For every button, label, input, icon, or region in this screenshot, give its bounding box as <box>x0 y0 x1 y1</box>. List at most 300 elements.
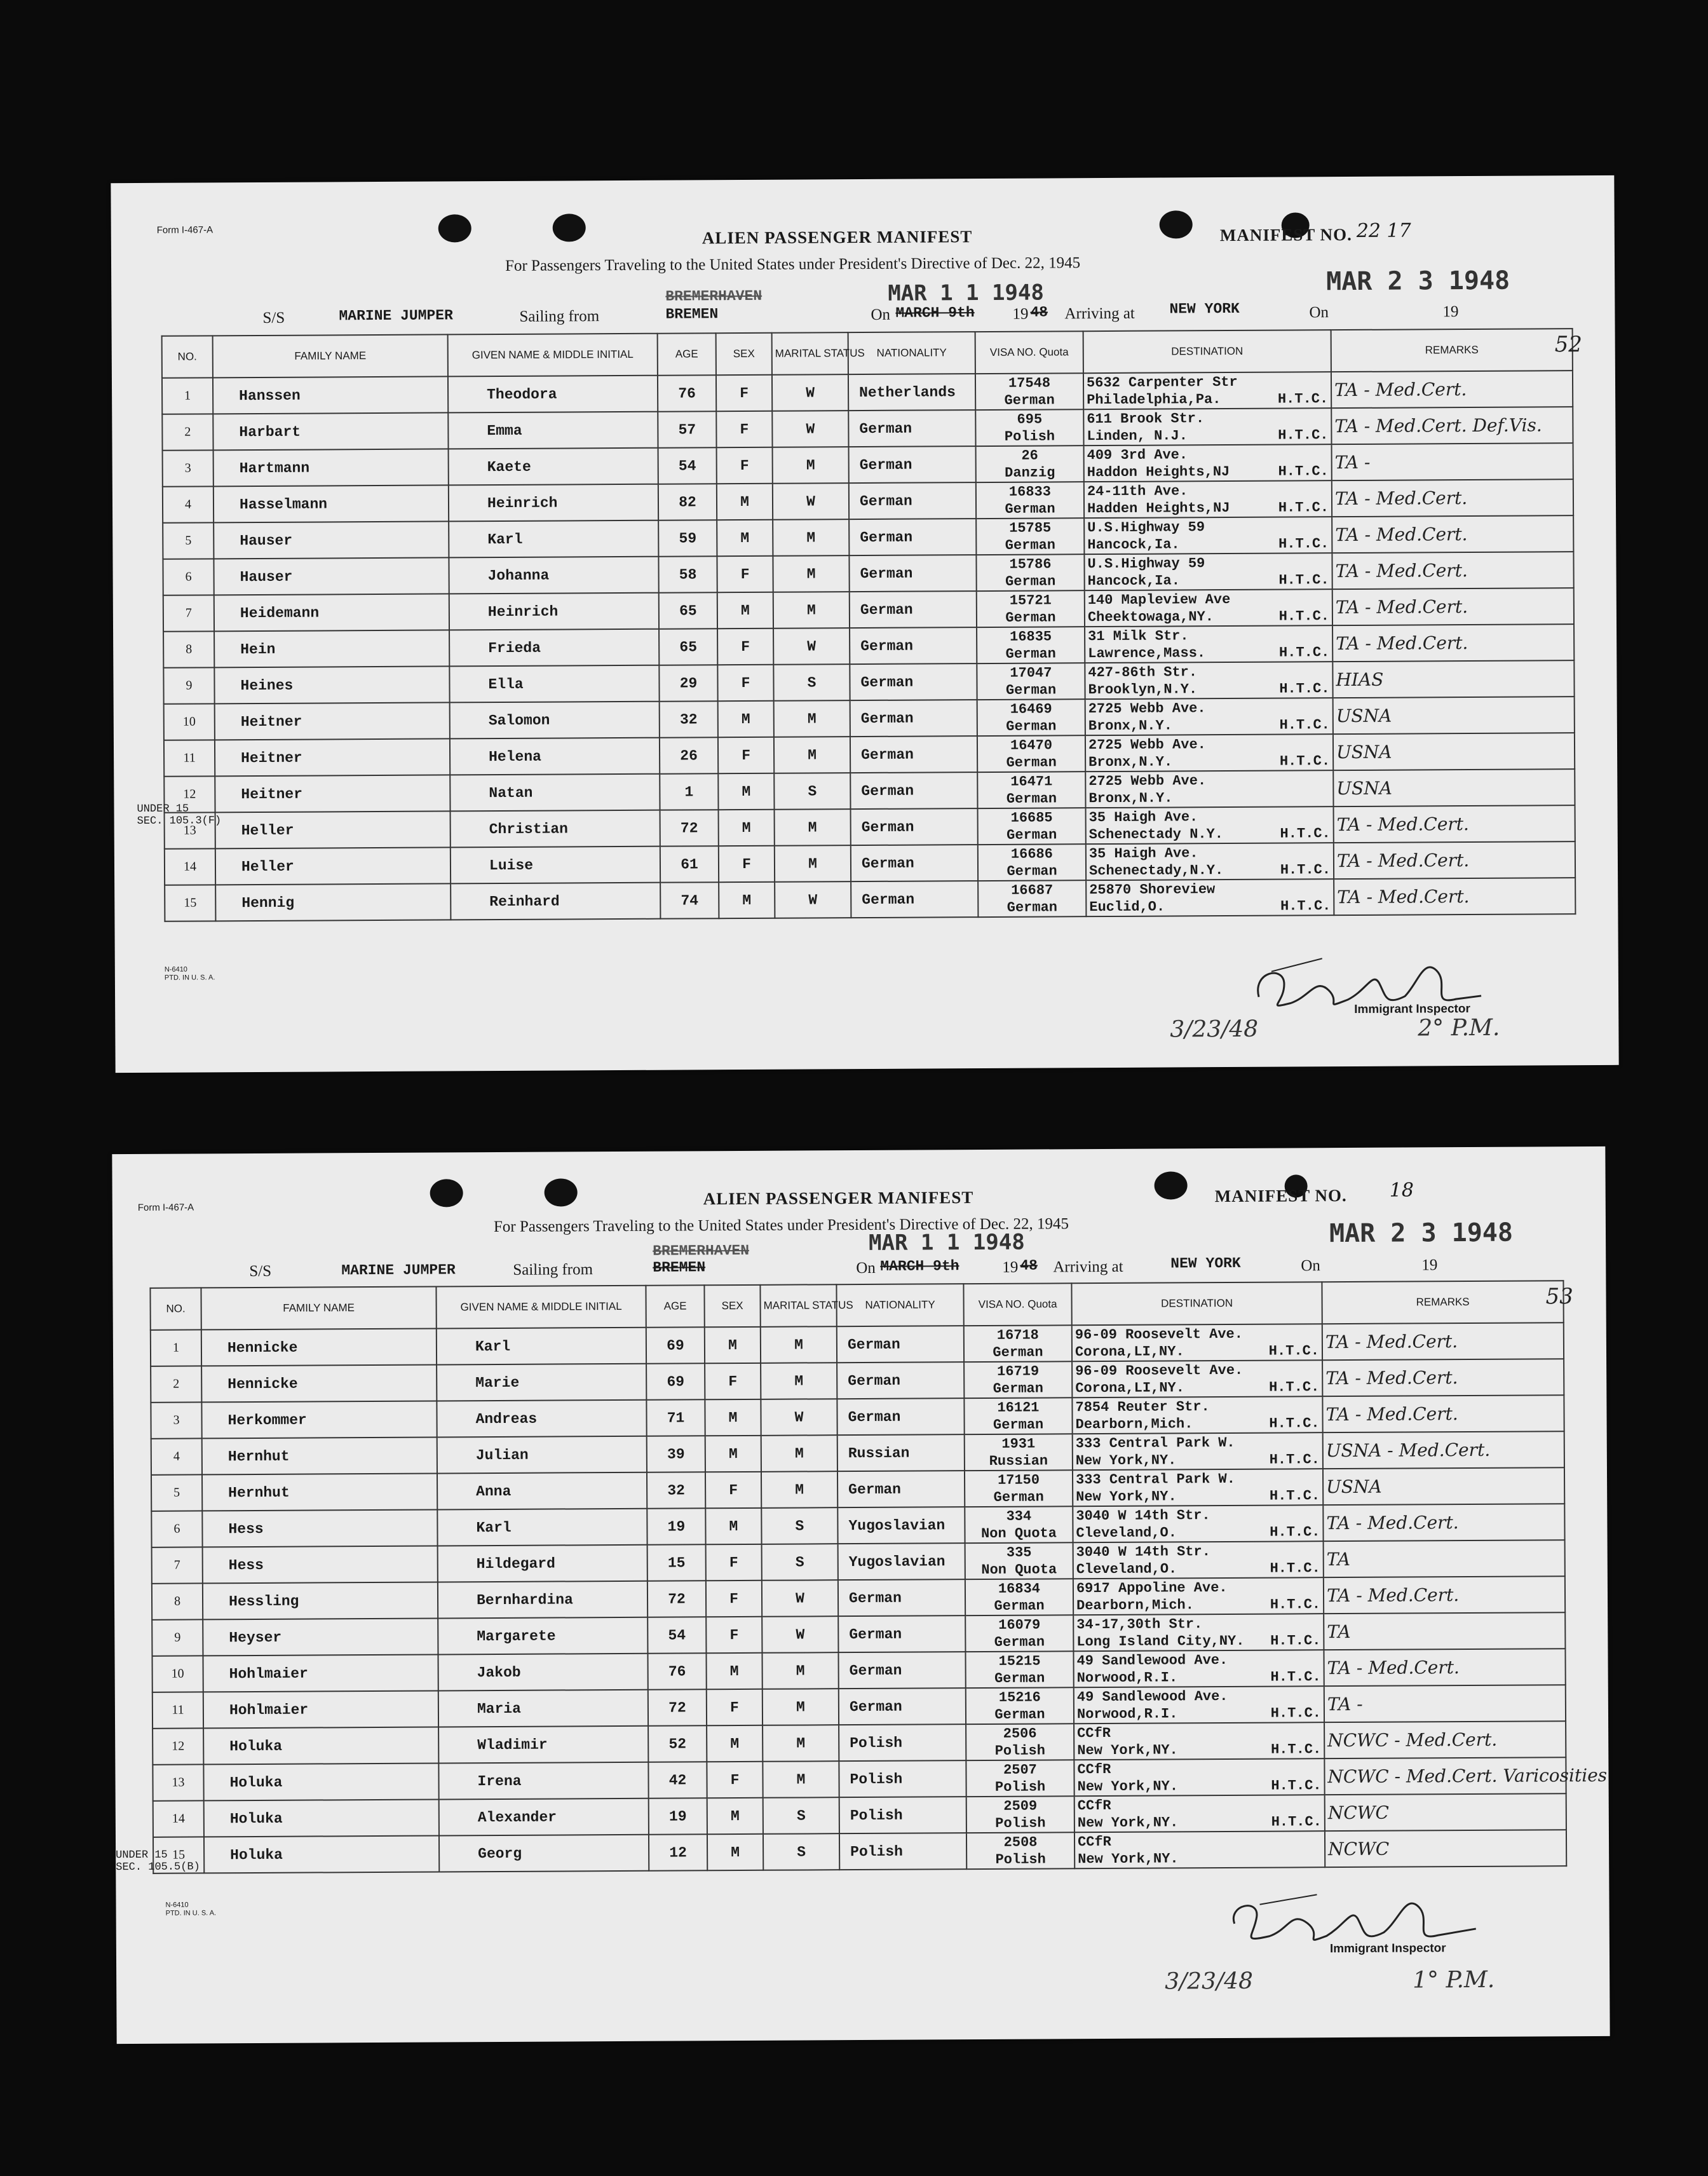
year-prefix: 19 <box>1012 305 1029 323</box>
htc-code: H.T.C. <box>1279 752 1331 770</box>
destination-cell <box>1085 734 1333 772</box>
header-marital-status: MARITAL STATUS <box>772 332 848 375</box>
visa-number: 15215 <box>998 1653 1041 1669</box>
visa-number: 16718 <box>996 1327 1039 1343</box>
destination-cell <box>1085 770 1333 808</box>
row-number: 1 <box>162 377 213 414</box>
age-cell: 65 <box>659 629 717 665</box>
destination-street: U.S.Highway 59 <box>1087 555 1205 572</box>
header-visa-no: VISA NO. Quota <box>963 1283 1071 1326</box>
nationality-cell: Russian <box>837 1434 965 1471</box>
destination-street: 611 Brook Str. <box>1087 410 1205 427</box>
visa-cell <box>976 445 1084 482</box>
remarks-text: TA - Med.Cert. <box>1336 632 1468 655</box>
visa-quota: German <box>1005 536 1056 554</box>
destination-city: Bronx,N.Y. <box>1088 717 1172 734</box>
htc-code: H.T.C. <box>1269 1378 1320 1396</box>
header-age: AGE <box>646 1285 704 1327</box>
age-cell: 39 <box>647 1436 705 1472</box>
visa-number: 16686 <box>1010 845 1053 862</box>
row-number: 2 <box>162 414 213 450</box>
htc-code: H.T.C. <box>1270 1560 1320 1577</box>
marital-status-cell: W <box>772 411 848 447</box>
remarks-text: TA - Med.Cert. <box>1334 487 1468 510</box>
marital-status-cell: W <box>773 483 849 520</box>
age-cell: 54 <box>647 1617 706 1653</box>
given-name-cell: Jakob <box>438 1654 647 1691</box>
visa-quota: German <box>1006 754 1057 771</box>
visa-quota: German <box>1005 681 1057 698</box>
htc-code: H.T.C. <box>1280 825 1331 842</box>
given-name-cell: Karl <box>437 1509 647 1546</box>
sex-cell: M <box>719 810 775 846</box>
sex-cell: M <box>718 701 774 737</box>
age-cell: 19 <box>649 1798 707 1834</box>
destination-cell <box>1073 1650 1324 1687</box>
marital-status-cell: S <box>762 1544 838 1581</box>
family-name-cell: Hennicke <box>201 1364 437 1402</box>
remarks-cell <box>1324 1576 1565 1614</box>
sex-cell: F <box>716 375 772 411</box>
given-name-cell: Helena <box>450 738 660 775</box>
given-name-cell: Salomon <box>450 702 660 739</box>
destination-street: 96-09 Roosevelt Ave. <box>1074 1326 1243 1343</box>
family-name-cell: Hernhut <box>202 1473 437 1511</box>
visa-cell <box>976 554 1084 591</box>
destination-street: 333 Central Park W. <box>1075 1471 1235 1488</box>
visa-number: 16469 <box>1010 700 1052 717</box>
family-name-cell: Holuka <box>204 1799 439 1837</box>
handwritten-time: 2° P.M. <box>1418 1014 1500 1042</box>
remarks-text: TA - Med.Cert. <box>1327 1657 1460 1679</box>
nationality-cell: German <box>851 845 978 881</box>
remarks-cell <box>1333 697 1575 734</box>
visa-number: 1931 <box>1001 1436 1036 1452</box>
remarks-text: NCWC <box>1328 1838 1390 1860</box>
visa-cell <box>977 772 1085 808</box>
age-cell: 82 <box>658 484 717 520</box>
destination-cell <box>1074 1795 1325 1832</box>
marital-status-cell: W <box>762 1616 838 1653</box>
inspector-label: Immigrant Inspector <box>1329 1941 1446 1956</box>
sex-cell: M <box>707 1834 763 1870</box>
family-name-cell: Hein <box>214 630 449 667</box>
htc-code: H.T.C. <box>1279 680 1330 697</box>
nationality-cell: German <box>839 1688 966 1725</box>
remarks-cell <box>1325 1793 1566 1831</box>
nationality-cell: German <box>849 482 976 519</box>
destination-city: Norwood,R.I. <box>1076 1705 1178 1722</box>
sex-cell: F <box>705 1363 761 1399</box>
visa-number: 17047 <box>1010 664 1052 681</box>
manifest-subtitle: For Passengers Traveling to the United States under President's Directive of Dec. 22, 1945 <box>505 254 1081 275</box>
destination-city: Hancock,Ia. <box>1087 572 1180 589</box>
nationality-cell: German <box>850 591 977 628</box>
visa-number: 16470 <box>1010 737 1053 754</box>
header-remarks <box>1322 1281 1573 1324</box>
ship-name: MARINE JUMPER <box>339 307 453 325</box>
sex-cell: M <box>717 484 773 520</box>
age-cell: 1 <box>660 773 718 810</box>
given-name-cell: Karl <box>449 520 658 558</box>
printer-note: N-6410 PTD. IN U. S. A. <box>165 1901 217 1917</box>
row-number: 13 <box>165 812 215 848</box>
age-cell: 74 <box>660 882 719 918</box>
destination-city: Lawrence,Mass. <box>1088 644 1206 662</box>
visa-number: 16471 <box>1010 773 1053 790</box>
family-name-cell: Holuka <box>203 1727 438 1764</box>
sex-cell: F <box>717 556 773 592</box>
htc-code: H.T.C. <box>1270 1632 1321 1649</box>
row-number: 7 <box>152 1547 203 1583</box>
marital-status-cell: M <box>773 447 849 484</box>
passenger-table <box>161 328 1583 922</box>
remarks-cell <box>1332 588 1574 625</box>
destination-cell <box>1085 625 1332 663</box>
remarks-text: TA - Med.Cert. <box>1325 1331 1458 1353</box>
marital-status-cell: M <box>773 519 849 556</box>
visa-quota: German <box>993 1380 1043 1397</box>
nationality-cell: German <box>851 881 978 918</box>
family-name-cell: Heines <box>214 666 449 704</box>
nationality-cell: German <box>848 410 975 447</box>
remarks-text: TA <box>1326 1548 1351 1570</box>
family-name-cell: Hessling <box>203 1582 438 1619</box>
header-given-name: GIVEN NAME & MIDDLE INITIAL <box>436 1286 646 1329</box>
visa-quota: Non Quota <box>981 1561 1057 1578</box>
destination-city: Philadelphia,Pa. <box>1087 391 1221 408</box>
remarks-cell <box>1322 1359 1564 1396</box>
visa-cell <box>966 1724 1074 1760</box>
destination-cell <box>1074 1831 1325 1868</box>
marital-status-cell: M <box>775 809 851 846</box>
row-number: 15 <box>165 885 215 921</box>
destination-street: 333 Central Park W. <box>1075 1434 1235 1452</box>
visa-quota: German <box>993 1488 1044 1506</box>
visa-number: 334 <box>1006 1508 1032 1525</box>
visa-quota: German <box>1005 645 1056 662</box>
given-name-cell: Hildegard <box>438 1545 647 1582</box>
htc-code: H.T.C. <box>1270 1596 1321 1613</box>
visa-cell <box>965 1434 1073 1471</box>
nationality-cell: German <box>850 772 977 809</box>
family-name-cell: Hauser <box>214 521 449 559</box>
destination-city: Corona,LI,NY. <box>1074 1343 1184 1360</box>
sex-cell: M <box>717 520 773 556</box>
destination-city: Haddon Heights,NJ <box>1087 463 1230 480</box>
sex-cell: M <box>718 773 774 810</box>
row-number: 2 <box>151 1366 201 1402</box>
given-name-cell: Wladimir <box>438 1726 648 1764</box>
nationality-cell: Polish <box>839 1760 966 1797</box>
family-name-cell: Hohlmaier <box>203 1654 438 1692</box>
row-number: 6 <box>163 559 214 595</box>
age-cell: 58 <box>658 556 717 592</box>
row-number: 5 <box>163 522 214 559</box>
visa-number: 15216 <box>998 1689 1041 1706</box>
visa-cell <box>965 1470 1073 1507</box>
header-no: NO. <box>150 1288 201 1329</box>
given-name-cell: Marie <box>437 1364 646 1401</box>
arrival-date-stamp: MAR 2 3 1948 <box>1329 1218 1514 1249</box>
destination-city: New York,NY. <box>1077 1814 1179 1831</box>
header-nationality: NATIONALITY <box>848 332 975 374</box>
destination-cell <box>1086 843 1334 880</box>
destination-cell <box>1084 553 1332 590</box>
remarks-text: USNA <box>1336 777 1392 799</box>
visa-number: 15721 <box>1009 592 1052 609</box>
visa-cell <box>965 1615 1073 1652</box>
destination-cell <box>1085 662 1332 699</box>
header-destination: DESTINATION <box>1071 1282 1322 1325</box>
remarks-cell <box>1332 660 1574 698</box>
punch-hole <box>553 214 586 241</box>
remarks-cell <box>1325 1830 1566 1867</box>
given-name-cell: Christian <box>451 810 660 848</box>
destination-cell <box>1072 1360 1322 1397</box>
arrival-port: NEW YORK <box>1170 1255 1241 1272</box>
given-name-cell: Karl <box>437 1328 646 1365</box>
age-cell: 29 <box>659 665 717 701</box>
remarks-text: TA - Med.Cert. <box>1326 1512 1459 1534</box>
manifest-subtitle: For Passengers Traveling to the United States under President's Directive of Dec. 22, 1945 <box>493 1215 1069 1236</box>
age-cell: 76 <box>647 1653 706 1689</box>
year2: 19 <box>1442 303 1459 321</box>
htc-code: H.T.C. <box>1268 1342 1320 1359</box>
marital-status-cell: M <box>761 1326 837 1363</box>
nationality-cell: German <box>837 1398 964 1435</box>
marital-status-cell: M <box>761 1363 837 1399</box>
visa-quota: German <box>1006 899 1058 916</box>
header-sex: SEX <box>716 333 772 375</box>
destination-street: CCfR <box>1077 1833 1111 1850</box>
destination-city: Cleveland,O. <box>1076 1560 1177 1577</box>
on2-label: On <box>1301 1257 1320 1275</box>
visa-quota: German <box>1005 573 1056 590</box>
row-number: 4 <box>151 1438 202 1474</box>
destination-cell <box>1085 589 1332 627</box>
remarks-cell <box>1334 841 1575 879</box>
header-family-name: FAMILY NAME <box>201 1286 436 1329</box>
destination-cell <box>1073 1541 1324 1579</box>
manifest-number-label: MANIFEST NO. <box>1214 1185 1347 1206</box>
visa-cell <box>964 1325 1072 1362</box>
nationality-cell: German <box>849 519 976 555</box>
given-name-cell: Kaete <box>449 448 658 486</box>
visa-quota: German <box>1006 717 1057 735</box>
form-id: Form I-467-A <box>137 1202 194 1213</box>
remarks-cell <box>1334 878 1575 915</box>
family-name-cell: Heller <box>215 847 451 885</box>
visa-cell <box>965 1506 1073 1543</box>
htc-code: H.T.C. <box>1270 1668 1321 1685</box>
remarks-text: USNA <box>1336 741 1392 763</box>
marital-status-cell: M <box>762 1761 839 1798</box>
age-cell: 71 <box>646 1399 705 1436</box>
year-struck: 48 <box>1020 1257 1038 1274</box>
given-name-cell: Heinrich <box>449 593 659 630</box>
destination-street: 35 Haigh Ave. <box>1088 845 1198 862</box>
destination-street: CCfR <box>1077 1725 1111 1741</box>
destination-cell <box>1072 1396 1322 1434</box>
remarks-cell <box>1323 1504 1564 1541</box>
marital-status-cell: M <box>762 1689 839 1725</box>
sex-cell: M <box>717 592 773 629</box>
marital-status-cell: M <box>761 1471 837 1508</box>
visa-number: 695 <box>1017 411 1043 428</box>
given-name-cell: Heinrich <box>449 484 658 522</box>
year2: 19 <box>1421 1256 1438 1274</box>
marital-status-cell: S <box>763 1797 839 1834</box>
age-cell: 26 <box>660 737 718 773</box>
visa-number: 17150 <box>997 1472 1040 1488</box>
remarks-text: TA - Med.Cert. <box>1335 560 1468 582</box>
age-cell: 32 <box>647 1472 705 1508</box>
row-number: 1 <box>151 1329 201 1366</box>
family-name-cell: Heitner <box>215 702 450 740</box>
header-destination: DESTINATION <box>1083 330 1331 373</box>
destination-street: 3040 W 14th Str. <box>1076 1543 1210 1560</box>
visa-number: 16121 <box>997 1399 1040 1416</box>
destination-street: U.S.Highway 59 <box>1087 519 1205 536</box>
destination-street: 7854 Reuter Str. <box>1075 1398 1210 1415</box>
destination-cell <box>1073 1505 1323 1542</box>
destination-city: Long Island City,NY. <box>1076 1633 1245 1650</box>
visa-cell <box>976 482 1084 519</box>
remarks-text: USNA <box>1336 705 1392 727</box>
departure-date-struck: MARCH 9th <box>895 304 975 322</box>
visa-quota: Polish <box>1004 428 1055 445</box>
header-remarks <box>1331 329 1583 372</box>
remarks-cell <box>1324 1757 1608 1795</box>
destination-street: 31 Milk Str. <box>1088 627 1189 644</box>
remarks-text: USNA <box>1326 1476 1382 1498</box>
age-cell: 15 <box>647 1544 706 1581</box>
visa-number: 16719 <box>997 1363 1040 1380</box>
visa-number: 15785 <box>1009 519 1052 536</box>
visa-quota: Danzig <box>1005 464 1055 481</box>
visa-quota: Polish <box>994 1778 1046 1795</box>
nationality-cell: German <box>850 627 977 664</box>
htc-code: H.T.C. <box>1270 1704 1322 1722</box>
destination-cell <box>1073 1432 1323 1470</box>
nationality-cell: German <box>851 808 978 845</box>
destination-city: Cleveland,O. <box>1076 1524 1177 1541</box>
minor-note: UNDER 15 SEC. 105.5(B) <box>116 1849 200 1874</box>
age-cell: 32 <box>660 701 718 737</box>
family-name-cell: Hasselmann <box>214 485 449 522</box>
sex-cell: F <box>706 1617 762 1653</box>
nationality-cell: German <box>838 1615 965 1652</box>
manifest-number: 22 17 <box>1356 219 1411 242</box>
visa-cell <box>975 409 1083 446</box>
family-name-cell: Herkommer <box>201 1401 437 1438</box>
visa-quota: German <box>994 1633 1045 1650</box>
row-number: 13 <box>152 1764 203 1800</box>
manifest-title: ALIEN PASSENGER MANIFEST <box>702 227 973 248</box>
given-name-cell: Luise <box>451 847 660 884</box>
marital-status-cell: W <box>775 881 851 918</box>
header-marital-status: MARITAL STATUS <box>760 1284 836 1327</box>
nationality-cell: Polish <box>839 1797 966 1833</box>
manifest-title: ALIEN PASSENGER MANIFEST <box>703 1188 974 1209</box>
visa-quota: German <box>1006 826 1057 843</box>
form-id: Form I-467-A <box>156 224 214 236</box>
family-name-cell: Hauser <box>214 557 449 595</box>
ship-label: S/S <box>249 1262 272 1281</box>
manifest-number: 18 <box>1389 1179 1414 1202</box>
sailing-label: Sailing from <box>519 308 600 325</box>
destination-street: 2725 Webb Ave. <box>1088 772 1207 789</box>
departure-date-stamp: MAR 1 1 1948 <box>888 280 1045 306</box>
age-cell: 57 <box>658 411 716 447</box>
remarks-text: TA - Med.Cert. <box>1337 886 1470 908</box>
departure-port: BREMEN <box>665 306 719 323</box>
remarks-text: NCWC - Med.Cert. <box>1327 1729 1498 1751</box>
destination-street: 34-17,30th Str. <box>1076 1615 1203 1633</box>
htc-code: H.T.C. <box>1280 897 1331 915</box>
visa-quota: German <box>994 1669 1045 1687</box>
sheet-number: 53 <box>1545 1284 1573 1310</box>
departure-port-struck: BREMERHAVEN <box>653 1242 750 1260</box>
departure-port: BREMEN <box>653 1259 706 1276</box>
age-cell: 76 <box>658 375 716 411</box>
visa-quota: Polish <box>994 1742 1045 1759</box>
destination-cell <box>1074 1722 1324 1760</box>
visa-cell <box>977 699 1085 736</box>
marital-status-cell: M <box>761 1435 837 1472</box>
given-name-cell: Andreas <box>437 1400 646 1438</box>
row-number: 5 <box>151 1474 202 1511</box>
destination-street: CCfR <box>1077 1797 1111 1814</box>
row-number: 3 <box>163 450 214 486</box>
family-name-cell: Hartmann <box>214 449 449 486</box>
nationality-cell: German <box>838 1652 965 1689</box>
destination-street: 49 Sandlewood Ave. <box>1076 1652 1228 1669</box>
destination-city: New York,NY. <box>1077 1741 1178 1758</box>
sex-cell: M <box>707 1725 762 1762</box>
remarks-text: NCWC - Med.Cert. Varicosities <box>1327 1764 1608 1788</box>
visa-cell <box>966 1760 1074 1797</box>
remarks-text: TA <box>1327 1621 1351 1643</box>
row-number: 15 <box>153 1837 204 1873</box>
age-cell: 52 <box>648 1725 707 1762</box>
visa-quota: German <box>1006 862 1057 880</box>
destination-street: 3040 W 14th Str. <box>1076 1507 1210 1524</box>
departure-date-struck: MARCH 9th <box>880 1258 959 1275</box>
header-age: AGE <box>658 333 716 375</box>
minor-note: UNDER 15 SEC. 105.3(F) <box>137 803 222 828</box>
on-label: On <box>871 306 891 323</box>
nationality-cell: German <box>837 1471 965 1507</box>
visa-number: 16079 <box>998 1617 1041 1633</box>
destination-city: Dearborn,Mich. <box>1075 1415 1193 1432</box>
destination-city: New York,NY. <box>1078 1850 1179 1867</box>
header-family-name: FAMILY NAME <box>213 334 448 377</box>
remarks-cell <box>1322 1395 1564 1432</box>
row-number: 9 <box>152 1619 203 1656</box>
visa-quota: German <box>993 1416 1044 1433</box>
family-name-cell: Hennicke <box>201 1328 437 1366</box>
visa-number: 15786 <box>1009 555 1052 573</box>
header-given-name: GIVEN NAME & MIDDLE INITIAL <box>448 334 658 377</box>
sex-cell: M <box>705 1399 761 1436</box>
destination-city: Schenectady,N.Y. <box>1088 862 1224 879</box>
row-number: 4 <box>163 486 214 522</box>
visa-number: 16834 <box>998 1581 1041 1597</box>
destination-city: Bronx,N.Y. <box>1088 753 1173 770</box>
destination-cell <box>1084 517 1332 554</box>
